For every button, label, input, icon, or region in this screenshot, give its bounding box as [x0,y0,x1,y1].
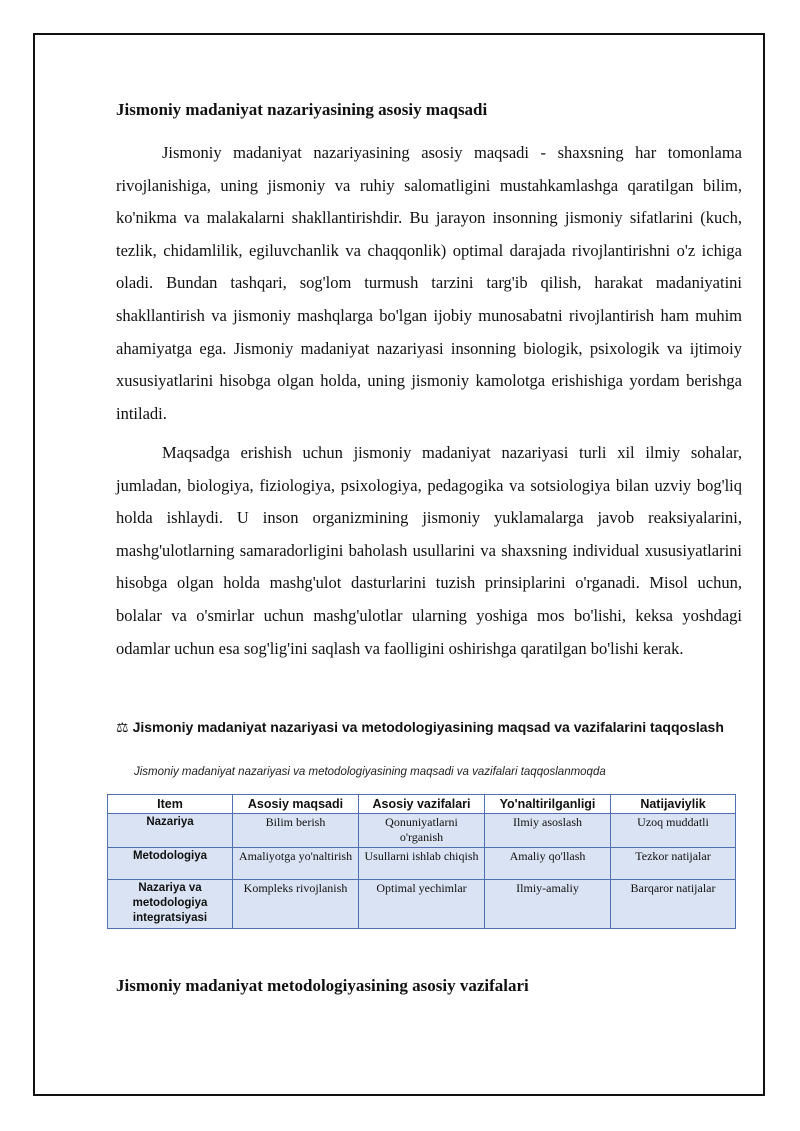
table-header-row [108,795,736,814]
table-cell: Amaliy qo'llash [485,848,611,880]
table-cell: Ilmiy asoslash [485,814,611,848]
scale-icon: ⚖ [116,719,129,735]
table-cell: Bilim berish [233,814,359,848]
table-cell: Barqaror natijalar [611,880,736,929]
table-cell: Usullarni ishlab chiqish [359,848,485,880]
section-heading-tasks: Jismoniy madaniyat metodologiyasining asosiy vazifalari [116,976,529,995]
section-heading-goal: Jismoniy madaniyat nazariyasining asosiy maqsadi [116,100,488,119]
table-header-cell: Item [108,795,233,814]
table-row [108,848,736,880]
table-title [116,718,742,737]
table-cell: Ilmiy-amaliy [485,880,611,929]
table-header-cell: Yo'naltirilganligi [485,795,611,814]
table-row [108,814,736,848]
paragraph-goal: Jismoniy madaniyat nazariyasining asosiy maqsadi - shaxsning har tomonlama rivojlanishiga, uning jismoniy va ruhiy salomatligini mustahkamlashga qaratilgan bilim, ko'nikma va malakalarni shakllantirishdir. Bu jarayon insonning jismoniy sifatlarini (kuch, tezlik, chidamlilik, egiluvchanlik va chaqqonlik) optimal darajada rivojlantirishni o'z ichiga oladi. Bundan tashqari, sog'lom turmush tarzini targ'ib qilish, harakat madaniyatini shakllantirish va jismoniy mashqlarga bo'lgan ijobiy munosabatni rivojlantirish ham muhim ahamiyatga ega. Jismoniy madaniyat nazariyasi insonning biologik, psixologik va ijtimoiy xususiyatlarini hisobga olgan holda, uning jismoniy kamolotga erishishiga yordam berishga intiladi. [116,143,742,423]
table-header-cell: Asosiy maqsadi [233,795,359,814]
row-label: Nazariya [108,814,233,848]
table-header-cell: Asosiy vazifalari [359,795,485,814]
table-header-cell: Natijaviylik [611,795,736,814]
table-subtitle: Jismoniy madaniyat nazariyasi va metodologiyasining maqsadi va vazifalari taqqoslanmoqda [134,766,606,778]
table-cell: Tezkor natijalar [611,848,736,880]
table-cell: Amaliyotga yo'naltirish [233,848,359,880]
row-label: Nazariya va metodologiya integratsiyasi [108,880,233,929]
table-row [108,880,736,929]
comparison-table [107,794,736,929]
paragraph-methods: Maqsadga erishish uchun jismoniy madaniyat nazariyasi turli xil ilmiy sohalar, jumladan, biologiya, fiziologiya, psixologiya, pedagogika va sotsiologiya bilan uzviy bog'liq holda ishlaydi. U inson organizmining jismoniy yuklamalarga javob reaksiyalarini, mashg'ulotlarning samaradorligini baholash usullarini va shaxsning individual xususiyatlarini hisobga olgan holda mashg'ulot dasturlarini tuzish prinsiplarini o'rganadi. Misol uchun, bolalar va o'smirlar uchun mashg'ulotlar ularning yoshiga mos bo'lishi, keksa yoshdagi odamlar uchun esa sog'lig'ini saqlash va faolligini oshirishga qaratilgan bo'lishi kerak. [116,443,742,658]
row-label: Metodologiya [108,848,233,880]
table-cell: Optimal yechimlar [359,880,485,929]
table-cell: Qonuniyatlarni o'rganish [359,814,485,848]
table-title-text: Jismoniy madaniyat nazariyasi va metodologiyasining maqsad va vazifalarini taqqoslash [132,719,724,735]
table-cell: Kompleks rivojlanish [233,880,359,929]
table-cell: Uzoq muddatli [611,814,736,848]
